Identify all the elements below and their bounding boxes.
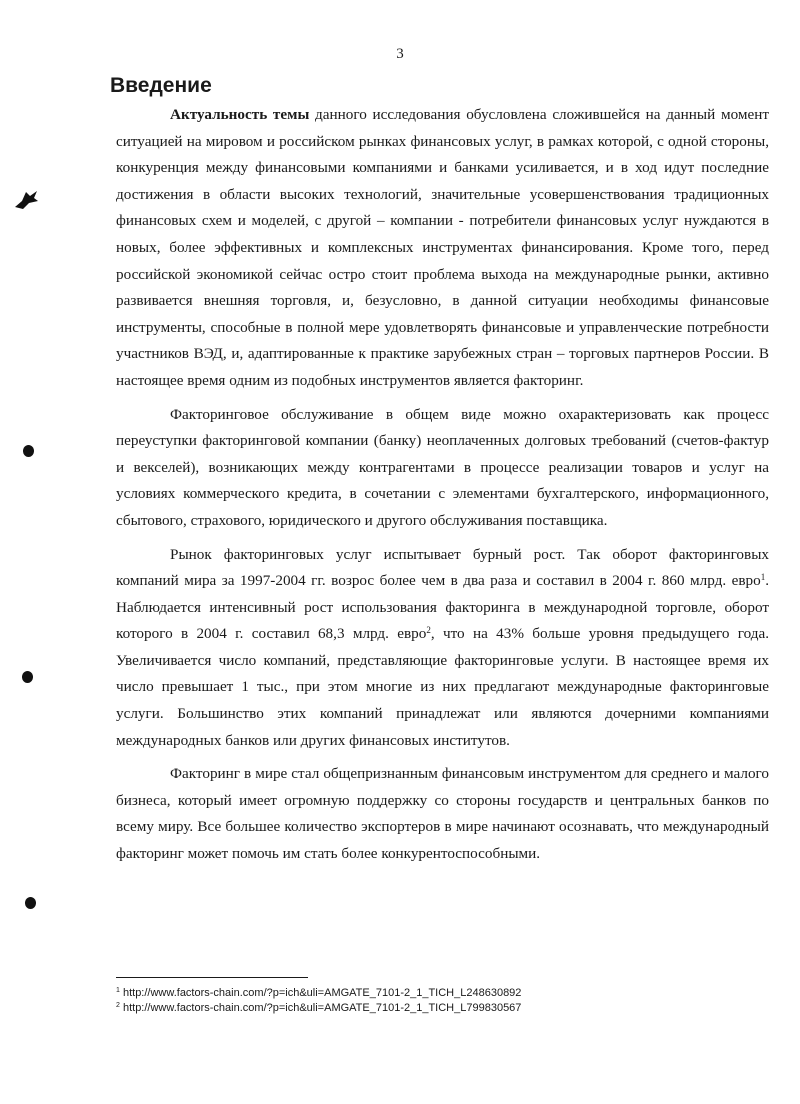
paragraph-factoring-definition bbox=[116, 402, 769, 535]
paragraph-world-factoring bbox=[116, 761, 769, 867]
paragraph-text: Факторинговое обслуживание в общем виде можно охарактеризовать как процесс переуступки факторинговой компании (банку) неоплаченных долговых требований (счетов-фактур и векселей), возникающих между контрагентами в процессе реализации товаров и услуг на условиях коммерческого кредита, в сочетании с элементами бухгалтерского, информационного, сбытового, страхового, юридического и другого обслуживания поставщика. bbox=[116, 405, 769, 529]
paragraph-lead: Актуальность темы bbox=[170, 106, 310, 123]
body-text bbox=[116, 102, 769, 875]
paragraph-text: . Наблюдается интенсивный рост использования факторинга в международной торговле, оборот которого в 2004 г. составил 68,3 млрд. евро bbox=[116, 572, 769, 643]
paragraph-text: Рынок факторинговых услуг испытывает бурный рост. Так оборот факторинговых компаний мира за 1997-2004 гг. возрос более чем в два раза и составил в 2004 г. 860 млрд. евро bbox=[116, 545, 769, 590]
margin-ink-mark-icon bbox=[14, 188, 40, 210]
section-heading: Введение bbox=[110, 74, 212, 97]
footnote-number: 2 bbox=[116, 1002, 120, 1009]
footnote-ref-2[interactable]: 2 bbox=[426, 625, 431, 636]
paragraph-text: , что на 43% больше уровня предыдущего года. Увеличивается число компаний, представляющие факторинговые услуги. В настоящее время их число превышает 1 тыс., при этом многие из них предлагают международные факторинговые услуги. Большинство этих компаний принадлежат или являются дочерними компаниями международных банков или других финансовых институтов. bbox=[116, 625, 770, 749]
footnote-item bbox=[116, 1001, 521, 1016]
margin-dot-icon bbox=[25, 897, 36, 909]
footnote-number: 1 bbox=[116, 987, 120, 994]
paragraph-relevance bbox=[116, 102, 769, 395]
footnote-divider bbox=[116, 977, 308, 978]
footnote-item bbox=[116, 986, 521, 1001]
footnote-ref-1[interactable]: 1 bbox=[760, 572, 766, 583]
margin-dot-icon bbox=[22, 671, 33, 683]
paragraph-market-growth bbox=[116, 542, 769, 755]
footnote-link[interactable]: http://www.factors-chain.com/?p=ich&uli=AMGATE_7101-2_1_TICH_L248630892 bbox=[119, 987, 522, 999]
margin-dot-icon bbox=[23, 445, 34, 457]
paragraph-text: Факторинг в мире стал общепризнанным финансовым инструментом для среднего и малого бизнеса, который имеет огромную поддержку со стороны государств и центральных банков по всему миру. Все большее количество экспортеров в мире начинают осознавать, что международный факторинг может помочь им стать более конкурентоспособными. bbox=[116, 765, 769, 863]
page-number: 3 bbox=[396, 46, 404, 62]
footnotes bbox=[116, 986, 521, 1016]
paragraph-text: данного исследования обусловлена сложившейся на данный момент ситуацией на мировом и российском рынках финансовых услуг, в рамках которой, с одной стороны, конкуренция между финансовыми компаниями и банками усиливается, и в ход идут последние достижения в области высоких технологий, значительные усовершенствования традиционных финансовых схем и моделей, с другой – компании - потребители финансовых услуг нуждаются в новых, более эффективных и комплексных инструментах финансирования. Кроме того, перед российской экономикой сейчас остро стоит проблема выхода на международные рынки, активно развивается внешняя торговля, и, безусловно, в данной ситуации необходимы финансовые инструменты, способные в полной мере удовлетворять финансовые и управленческие потребности участников ВЭД, и, адаптированные к практике зарубежных стран – торговых партнеров России. В настоящее время одним из подобных инструментов является факторинг. bbox=[116, 106, 769, 389]
footnote-link[interactable]: http://www.factors-chain.com/?p=ich&uli=AMGATE_7101-2_1_TICH_L799830567 bbox=[119, 1002, 522, 1014]
